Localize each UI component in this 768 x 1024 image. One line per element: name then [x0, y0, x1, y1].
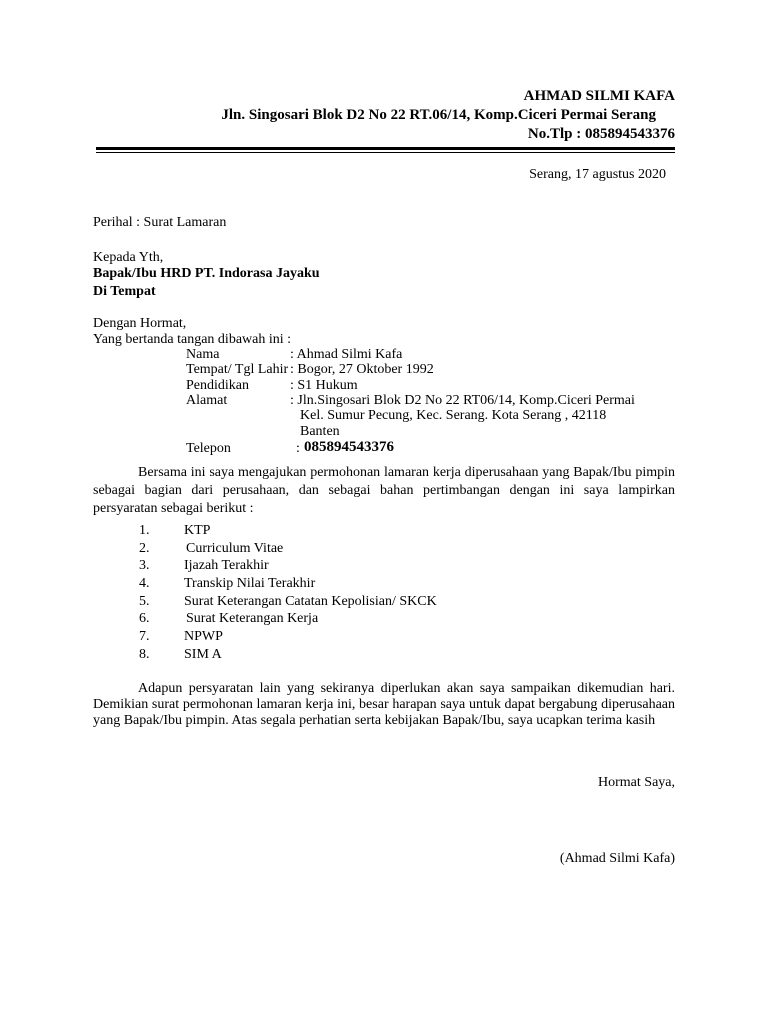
signature-name: (Ahmad Silmi Kafa) [559, 851, 675, 866]
attachment-number: 7. [139, 629, 150, 644]
value-pendidikan: : S1 Hukum [290, 378, 358, 393]
attachment-number: 3. [139, 558, 150, 573]
attachment-item: NPWP [184, 629, 223, 644]
attachment-number: 6. [139, 611, 150, 626]
place-date: Serang, 17 agustus 2020 [529, 167, 666, 182]
label-pendidikan: Pendidikan [186, 378, 249, 393]
value-ttl: : Bogor, 27 Oktober 1992 [290, 362, 434, 377]
label-nama: Nama [186, 347, 220, 362]
letterhead-name: AHMAD SILMI KAFA [523, 88, 675, 104]
intro-line: Yang bertanda tangan dibawah ini : [93, 332, 292, 347]
letterhead-address: Jln. Singosari Blok D2 No 22 RT.06/14, Komp.Ciceri Permai Serang [221, 107, 656, 123]
opening-greeting: Dengan Hormat, [93, 316, 187, 331]
closing: Hormat Saya, [598, 775, 675, 790]
body-paragraph-1: Bersama ini saya mengajukan permohonan lamaran kerja diperusahaan yang Bapak/Ibu pimpin sebagai bagian dari perusahaan, dan sebagai bahan pertimbangan dengan ini saya lampirkan persyaratan sebagai berikut : [93, 465, 675, 516]
attachment-item: Surat Keterangan Kerja [186, 611, 319, 626]
letterhead-rule-thick [96, 147, 675, 150]
recipient-location: Di Tempat [93, 284, 156, 299]
telepon-colon: : [296, 441, 300, 456]
letterhead-rule-thin [96, 152, 675, 153]
attachment-number: 8. [139, 647, 150, 662]
value-alamat-line-1: : Jln.Singosari Blok D2 No 22 RT06/14, Komp.Ciceri Permai [290, 393, 635, 408]
recipient-name: Bapak/Ibu HRD PT. Indorasa Jayaku [93, 266, 320, 281]
value-nama: : Ahmad Silmi Kafa [290, 347, 403, 362]
recipient-salutation: Kepada Yth, [93, 250, 164, 265]
value-alamat-line-3: Banten [300, 424, 340, 439]
value-alamat-line-2: Kel. Sumur Pecung, Kec. Serang. Kota Serang , 42118 [300, 408, 607, 423]
body-paragraph-2: Adapun persyaratan lain yang sekiranya diperlukan akan saya sampaikan dikemudian hari. Demikian surat permohonan lamaran kerja ini, besar harapan saya untuk dapat bergabung diperusahaan yang Bapak/Ibu pimpin. Atas segala perhatian serta kebijakan Bapak/Ibu, saya ucapkan terima kasih [93, 681, 675, 728]
label-alamat: Alamat [186, 393, 228, 408]
attachment-item: Transkip Nilai Terakhir [184, 576, 316, 591]
attachment-item: KTP [184, 523, 211, 538]
label-telepon: Telepon [186, 441, 231, 456]
attachment-number: 4. [139, 576, 150, 591]
value-telepon: 085894543376 [304, 439, 394, 455]
attachment-number: 1. [139, 523, 150, 538]
subject-line: Perihal : Surat Lamaran [93, 215, 227, 230]
attachment-item: Ijazah Terakhir [184, 558, 269, 573]
attachment-number: 2. [139, 541, 150, 556]
attachment-item: Curriculum Vitae [186, 541, 284, 556]
label-ttl: Tempat/ Tgl Lahir [186, 362, 289, 377]
attachment-number: 5. [139, 594, 150, 609]
letterhead-phone: No.Tlp : 085894543376 [527, 126, 675, 142]
attachment-item: Surat Keterangan Catatan Kepolisian/ SKCK [184, 594, 437, 609]
attachment-item: SIM A [184, 647, 222, 662]
